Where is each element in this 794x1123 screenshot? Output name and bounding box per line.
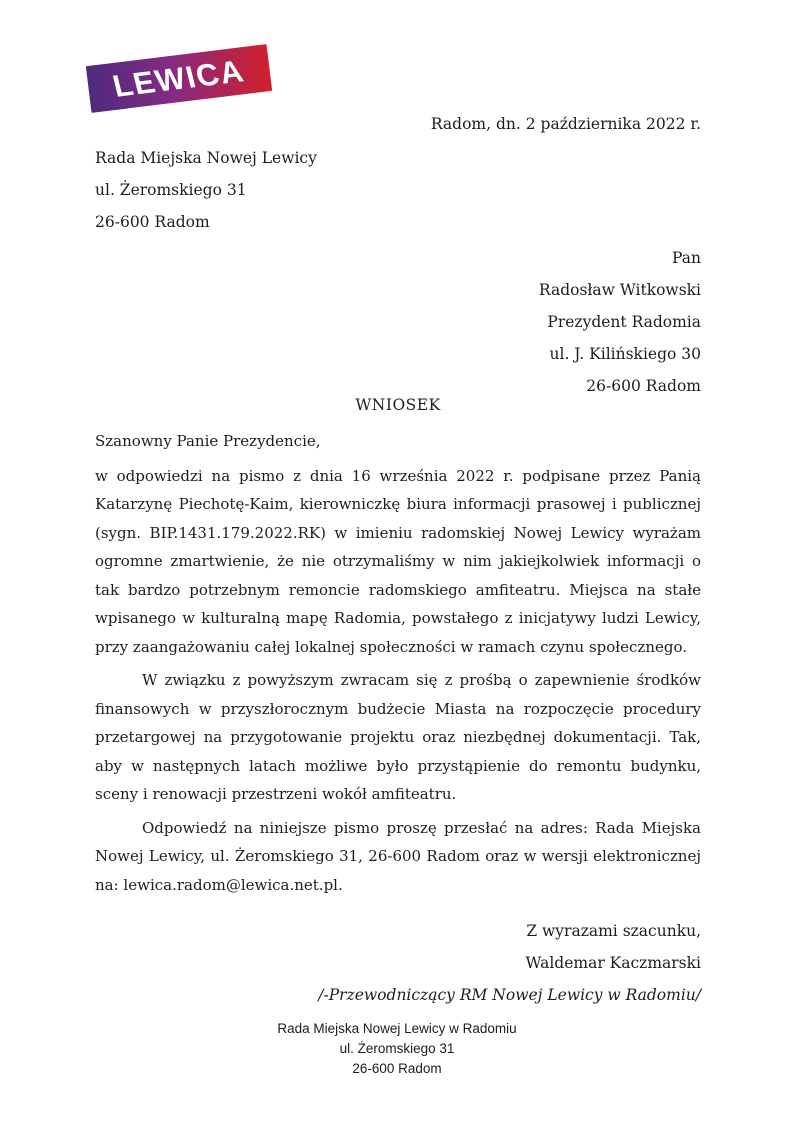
recipient-name: Radosław Witkowski: [538, 281, 701, 299]
signature-closing: Z wyrazami szacunku,: [526, 922, 701, 940]
recipient-title: Prezydent Radomia: [547, 313, 701, 331]
paragraph-2: W związku z powyższym zwracam się z prośbą o zapewnienie środków finansowych w przyszłorocznym budżecie Miasta na rozpoczęcie procedury przetargowej na przygotowanie projektu oraz niezbędnej dokumentacji. Tak, aby w następnych latach możliwe było przystąpienie do remontu budynku, sceny i renowacji przestrzeni wokół amfiteatru.: [95, 671, 701, 803]
recipient-city: 26-600 Radom: [586, 377, 701, 395]
letter-body: [95, 427, 701, 1011]
signature-block: [95, 915, 701, 1011]
signature-name: Waldemar Kaczmarski: [525, 954, 701, 972]
lewica-logo: [86, 44, 272, 113]
letter-heading: WNIOSEK: [355, 396, 441, 414]
footer-organization: Rada Miejska Nowej Lewicy w Radomiu: [277, 1021, 517, 1036]
paragraph-3: Odpowiedź na niniejsze pismo proszę przesłać na adres: Rada Miejska Nowej Lewicy, ul. Żeromskiego 31, 26-600 Radom oraz w wersji elektronicznej na: lewica.radom@lewica.net.pl.: [95, 818, 701, 894]
recipient-salutation: Pan: [672, 249, 701, 267]
salutation: Szanowny Panie Prezydencie,: [95, 432, 321, 450]
lewica-logo-text: LEWICA: [109, 52, 249, 104]
footer: [0, 1019, 794, 1079]
paragraph-1: w odpowiedzi na pismo z dnia 16 września 2022 r. podpisane przez Panią Katarzynę Piechotę-Kaim, kierowniczkę biura informacji prasowej i publicznej (sygn. BIP.1431.179.2022.RK) w imieniu radomskiej Nowej Lewicy wyrażam ogromne zmartwienie, że nie otrzymaliśmy w nim jakiejkolwiek informacji o tak bardzo potrzebnym remoncie radomskiego amfiteatru. Miejsca na stałe wpisanego w kulturalną mapę Radomia, powstałego z inicjatywy ludzi Lewicy, przy zaangażowaniu całej lokalnej społeczności w ramach czynu społecznego.: [95, 466, 701, 656]
recipient-address: [95, 242, 701, 402]
sender-street: ul. Żeromskiego 31: [95, 181, 247, 199]
signature-title: /-Przewodniczący RM Nowej Lewicy w Radomiu/: [318, 986, 701, 1004]
recipient-street: ul. J. Kilińskiego 30: [549, 345, 701, 363]
footer-street: ul. Żeromskiego 31: [339, 1041, 455, 1056]
sender-city: 26-600 Radom: [95, 213, 210, 231]
footer-city: 26-600 Radom: [352, 1061, 442, 1076]
dateline: Radom, dn. 2 października 2022 r.: [430, 115, 701, 133]
sender-address: [95, 142, 317, 238]
sender-organization: Rada Miejska Nowej Lewicy: [95, 149, 317, 167]
